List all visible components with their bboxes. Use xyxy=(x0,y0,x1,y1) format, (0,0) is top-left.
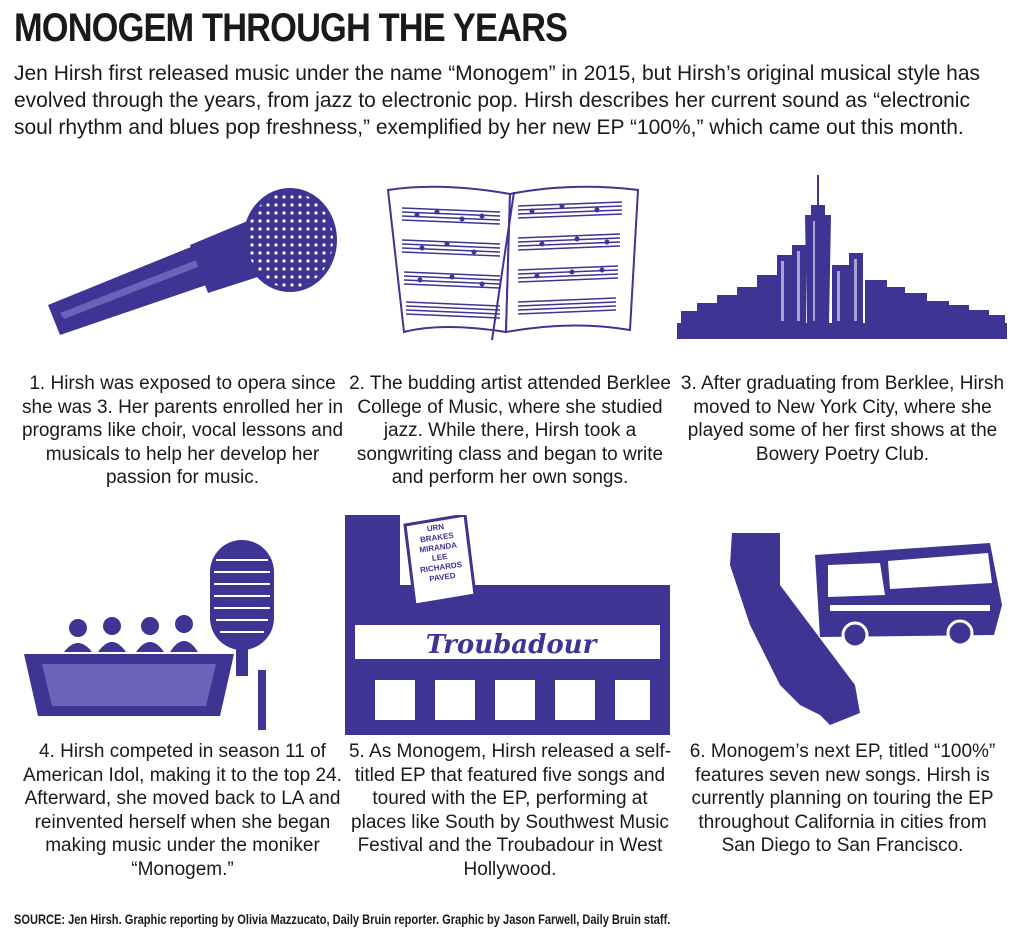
panel-6-caption: 6. Monogem’s next EP, titled “100%” features seven new songs. Hirsh is currently planning on touring the EP throughout California in cities from San Diego to San Francisco. xyxy=(689,741,996,856)
marquee-sign-text: URN BRAKES MIRANDA LEE RICHARDS PAVED xyxy=(418,522,463,584)
troubadour-sign-text: Troubadour xyxy=(425,630,597,660)
sheet-music-icon xyxy=(382,182,644,342)
panel-5-caption: 5. As Monogem, Hirsh released a self-titled EP that featured five songs and toured with the EP, performing at places like South by Southwest Music Festival and the Troubadour in West Hollywood. xyxy=(348,741,672,880)
microphone-icon xyxy=(40,185,340,345)
judges-and-vintage-mic-icon xyxy=(20,530,340,730)
california-and-tour-bus-icon xyxy=(720,525,1005,730)
panel-4-caption: 4. Hirsh competed in season 11 of American Idol, making it to the top 24. Afterward, she moved back to LA and reinvented herself when she began making music under the moniker “Monogem.” xyxy=(23,741,342,880)
intro-paragraph: Jen Hirsh first released music under the name “Monogem” in 2015, but Hirsh’s original musical style has evolved through the years, from jazz to electronic pop. Hirsh describes her current sound as “electronic soul rhythm and blues pop freshness,” exemplified by her new EP “100%,” which came out this month. xyxy=(14,62,981,139)
panel-3-caption: 3. After graduating from Berklee, Hirsh moved to New York City, where she played some of her first shows at the Bowery Poetry Club. xyxy=(680,373,1005,465)
city-skyline-icon xyxy=(677,175,1007,345)
panel-1-caption: 1. Hirsh was exposed to opera since she was 3. Her parents enrolled her in programs like choir, vocal lessons and musicals to help her develop her passion for music. xyxy=(21,373,344,488)
source-credit: SOURCE: Jen Hirsh. Graphic reporting by Olivia Mazzucato, Daily Bruin reporter. Graphic by Jason Farwell, Daily Bruin staff. xyxy=(14,912,671,927)
panel-2-caption: 2. The budding artist attended Berklee College of Music, where she studied jazz. While there, Hirsh took a songwriting class and began to write and perform her own songs. xyxy=(349,373,671,488)
page-title: MONOGEM THROUGH THE YEARS xyxy=(14,6,568,50)
troubadour-venue-photo xyxy=(345,515,670,735)
